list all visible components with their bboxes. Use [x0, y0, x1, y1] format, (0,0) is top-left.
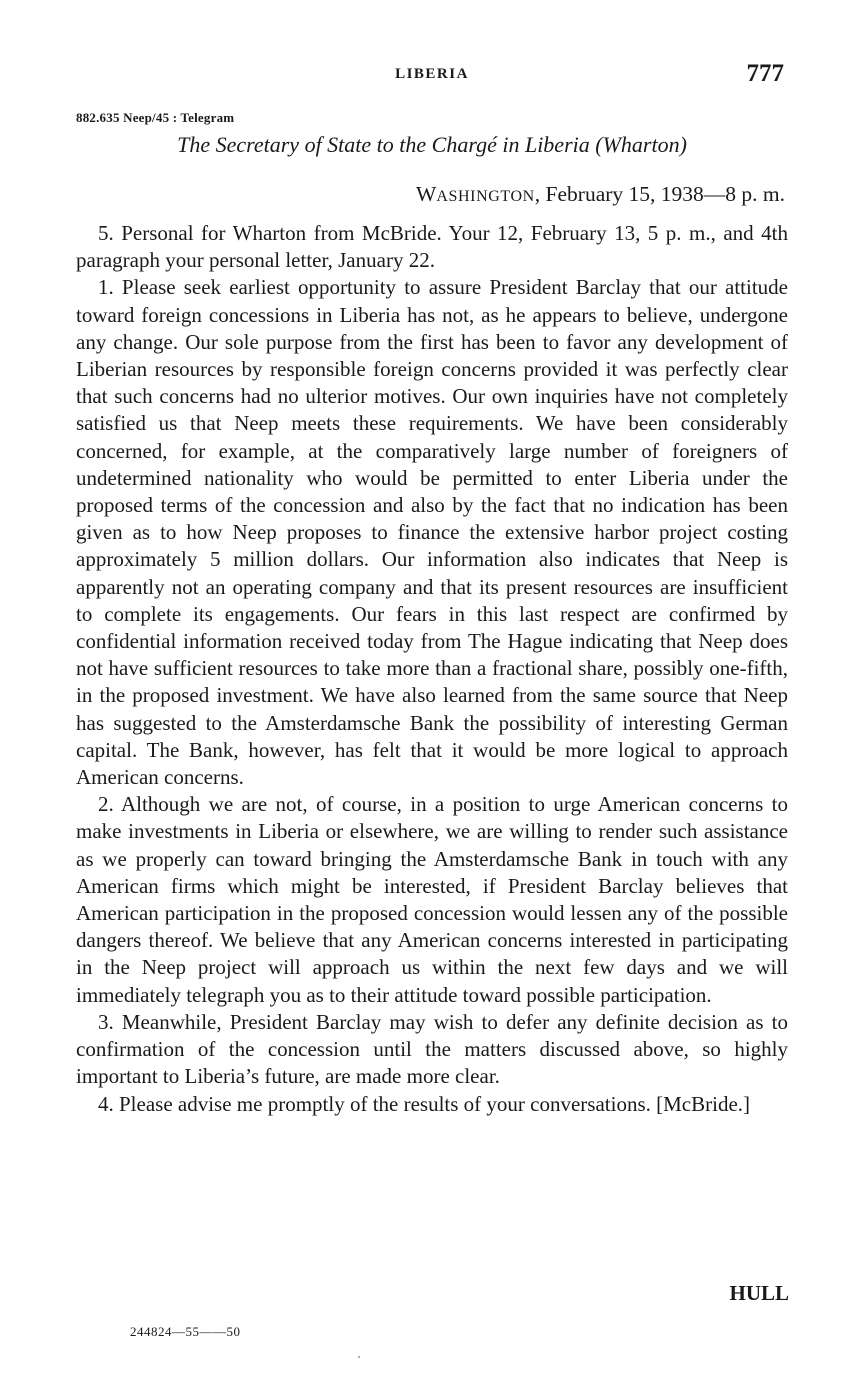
dateline-date-time: , February 15, 1938—8 p. m. [534, 182, 785, 206]
page-number: 777 [746, 60, 784, 87]
dateline-place-initial: W [416, 182, 437, 206]
document-heading: The Secretary of State to the Chargé in Liberia (Wharton) [177, 132, 687, 157]
paragraph-3: 3. Meanwhile, President Barclay may wish to defer any definite decision as to confirmation of the concession until the matters discussed above, so highly important to Liberia’s future, are made more clear. [76, 1009, 788, 1089]
print-code: 244824—55——50 [130, 1324, 241, 1339]
paragraph-1: 1. Please seek earliest opportunity to assure President Barclay that our attitude toward foreign concessions in Liberia has not, as he appears to believe, undergone any change. Our sole purpose from the first has been to favor any development of Liberian resources by responsible foreign concerns provided it was perfectly clear that such concerns had no ulterior motives. Our own inquiries have not completely satisfied us that Neep meets these requirements. We have been considerably concerned, for example, at the comparatively large number of foreigners of undetermined nationality who would be permitted to enter Liberia under the proposed terms of the concession and also by the fact that no indication has been given as to how Neep proposes to finance the extensive harbor project costing approximately 5 million dollars. Our information also indicates that Neep is apparently not an operating company and that its present resources are insufficient to complete its engagements. Our fears in this last respect are confirmed by confidential information received today from The Hague indicating that Neep does not have sufficient resources to take more than a fractional share, possibly one-fifth, in the proposed investment. We have also learned from the same source that Neep has suggested to the Amsterdamsche Bank the possibility of interesting German capital. The Bank, however, has felt that it would be more logical to approach American concerns. [76, 275, 788, 790]
paragraph-4: 4. Please advise me promptly of the results of your conversations. [McBride.] [98, 1091, 751, 1116]
dateline [416, 182, 785, 207]
page-speck [358, 1356, 360, 1358]
telegram-body [76, 220, 788, 1118]
paragraph-5: 5. Personal for Wharton from McBride. Your 12, February 13, 5 p. m., and 4th paragraph your personal letter, January 22. [76, 221, 788, 273]
running-title: LIBERIA [395, 66, 469, 82]
dateline-place: ASHINGTON [436, 188, 535, 205]
running-header [76, 60, 788, 92]
file-reference: 882.635 Neep/45 : Telegram [76, 110, 235, 125]
signature: HULL [729, 1281, 789, 1305]
paragraph-2: 2. Although we are not, of course, in a position to urge American concerns to make investments in Liberia or elsewhere, we are willing to render such assistance as we properly can toward bringing the Amsterdamsche Bank in touch with any American firms which might be interested, if President Barclay believes that American participation in the proposed concession would lessen any of the possible dangers thereof. We believe that any American concerns interested in participating in the Neep project will approach us within the next few days and we will immediately telegraph you as to their attitude toward possible participation. [76, 792, 788, 1007]
